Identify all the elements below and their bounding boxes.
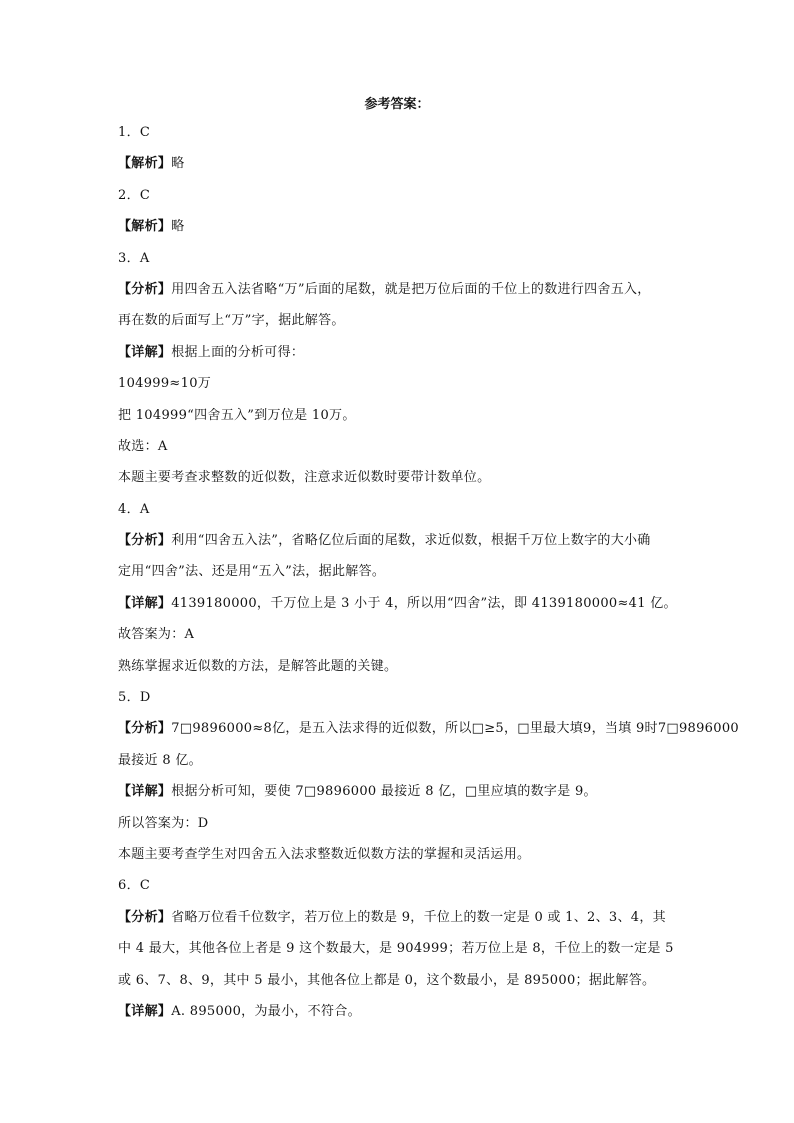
- answer-line: [118, 845, 698, 876]
- answer-line: [118, 782, 698, 813]
- section-tag: 【分析】: [118, 721, 172, 737]
- section-tag: 【分析】: [118, 533, 172, 549]
- line-text: 把 104999“四舍五入”到万位是 10万。: [118, 407, 356, 423]
- answer-line: [118, 971, 698, 1002]
- line-text: 用四舍五入法省略“万”后面的尾数，就是把万位后面的千位上的数进行四舍五入，: [171, 281, 651, 297]
- answer-line: [118, 437, 698, 468]
- answer-line: [118, 343, 698, 374]
- line-text: 故选：A: [118, 438, 168, 454]
- line-text: 6．C: [118, 878, 151, 894]
- answer-line: [118, 657, 698, 688]
- answer-lines: [118, 123, 739, 1033]
- answer-line: [118, 814, 698, 845]
- answer-line: [118, 468, 698, 499]
- line-text: 略: [171, 156, 185, 172]
- page-title: 参考答案：: [364, 97, 430, 112]
- answer-line: [118, 751, 698, 782]
- answer-line: [118, 562, 698, 593]
- line-text: A. 895000，为最小，不符合。: [171, 1003, 361, 1019]
- answer-line: [118, 719, 739, 750]
- line-text: 最接近 8 亿。: [118, 752, 202, 768]
- answer-line: [118, 531, 698, 562]
- section-tag: 【分析】: [118, 909, 172, 925]
- answer-line: [118, 625, 698, 656]
- line-text: 所以答案为：D: [118, 815, 209, 831]
- line-text: 根据分析可知，要使 7□9896000 最接近 8 亿，□里应填的数字是 9。: [171, 784, 597, 800]
- answer-line: [118, 406, 698, 437]
- line-text: 7□9896000≈8亿，是五入法求得的近似数，所以□≥5，□里最大填9，当填 9时7□9896000: [171, 721, 739, 737]
- answer-line: [118, 594, 698, 625]
- section-tag: 【详解】: [118, 784, 172, 800]
- line-text: 省略万位看千位数字，若万位上的数是 9，千位上的数一定是 0 或 1、2、3、4，其: [171, 909, 666, 925]
- section-tag: 【详解】: [118, 1003, 172, 1019]
- answer-line: [118, 688, 698, 719]
- answer-line: [118, 500, 698, 531]
- section-tag: 【解析】: [118, 219, 172, 235]
- answer-line: [118, 311, 698, 342]
- line-text: 根据上面的分析可得：: [171, 344, 305, 360]
- answer-line: [118, 876, 698, 907]
- line-text: 1．C: [118, 125, 151, 140]
- answer-line: [118, 374, 698, 405]
- line-text: 4139180000，千万位上是 3 小于 4，所以用“四舍”法，即 4139180000≈41 亿。: [171, 595, 677, 611]
- line-text: 略: [171, 219, 185, 235]
- answer-line: [118, 280, 698, 311]
- line-text: 故答案为：A: [118, 627, 195, 643]
- line-text: 3．A: [118, 250, 150, 266]
- line-text: 利用“四舍五入法”，省略亿位后面的尾数，求近似数，根据千万位上数字的大小确: [171, 533, 651, 549]
- section-tag: 【解析】: [118, 156, 172, 172]
- answer-line: [118, 217, 698, 248]
- line-text: 或 6、7、8、9，其中 5 最小，其他各位上都是 0，这个数最小，是 895000；据此解答。: [118, 972, 656, 988]
- line-text: 本题主要考查学生对四舍五入法求整数近似数方法的掌握和灵活运用。: [118, 846, 531, 862]
- answer-line: [118, 154, 698, 185]
- line-text: 本题主要考查求整数的近似数，注意求近似数时要带计数单位。: [118, 470, 491, 486]
- answer-line: [118, 908, 698, 939]
- answer-line: [118, 939, 698, 970]
- line-text: 定用“四舍”法、还是用“五入”法，据此解答。: [118, 564, 386, 580]
- answer-line: [118, 1002, 698, 1033]
- section-tag: 【分析】: [118, 281, 172, 297]
- line-text: 熟练掌握求近似数的方法，是解答此题的关键。: [118, 658, 398, 674]
- answer-line: [118, 123, 698, 154]
- line-text: 再在数的后面写上“万”字，据此解答。: [118, 313, 345, 329]
- section-tag: 【详解】: [118, 344, 172, 360]
- answer-line: [118, 249, 698, 280]
- line-text: 104999≈10万: [118, 376, 212, 392]
- line-text: 4．A: [118, 501, 150, 517]
- line-text: 中 4 最大，其他各位上者是 9 这个数最大，是 904999；若万位上是 8，千位上的数一定是 5: [118, 941, 674, 957]
- line-text: 2．C: [118, 187, 151, 203]
- line-text: 5．D: [118, 690, 151, 706]
- section-tag: 【详解】: [118, 595, 172, 611]
- answer-line: [118, 186, 698, 217]
